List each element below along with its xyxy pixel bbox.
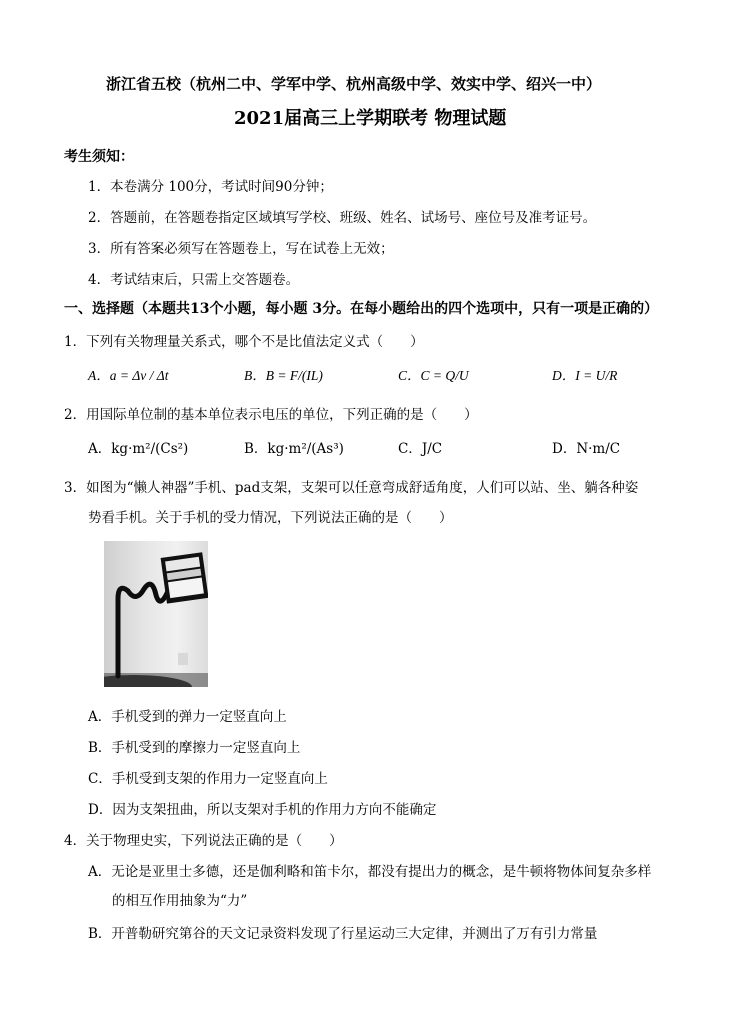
question-3-option-a: A．手机受到的弹力一定竖直向上: [88, 709, 287, 725]
question-1-option-a: A．a = Δv / Δt: [88, 368, 169, 383]
question-1-stem: 1．下列有关物理量关系式，哪个不是比值法定义式（ ）: [64, 334, 424, 350]
notice-item: 3．所有答案必须写在答题卷上，写在试卷上无效；: [88, 241, 394, 257]
notice-item: 2．答题前，在答题卷指定区域填写学校、班级、姓名、试场号、座位号及准考证号。: [88, 210, 597, 226]
notice-heading: 考生须知：: [64, 149, 134, 165]
notice-item: 4．考试结束后，只需上交答题卷。: [88, 272, 300, 288]
question-2-option-b: B．kg·m²/(As³): [244, 441, 344, 457]
section-heading: 一、选择题（本题共13个小题，每小题 3分。在每小题给出的四个选项中，只有一项是正确的）: [64, 301, 659, 317]
question-3-option-d: D．因为支架扭曲，所以支架对手机的作用力方向不能确定: [88, 802, 437, 818]
phone-holder-illustration: [104, 541, 208, 687]
question-4-stem: 4．关于物理史实，下列说法正确的是（ ）: [64, 833, 343, 849]
question-1-option-d: D．I = U/R: [552, 368, 618, 383]
question-4-option-b: B．开普勒研究第谷的天文记录资料发现了行星运动三大定律，并测出了万有引力常量: [88, 926, 598, 942]
question-3-stem-line2: 势看手机。关于手机的受力情况，下列说法正确的是（ ）: [88, 510, 453, 526]
phone-holder-photo: [104, 541, 208, 687]
question-2-stem: 2．用国际单位制的基本单位表示电压的单位，下列正确的是（ ）: [64, 407, 478, 423]
question-3-stem-line1: 3．如图为“懒人神器”手机、pad支架，支架可以任意弯成舒适角度，人们可以站、坐、躺各种姿: [64, 480, 639, 496]
question-4-option-a-line1: A．无论是亚里士多德，还是伽利略和笛卡尔，都没有提出力的概念，是牛顿将物体间复杂多样: [88, 864, 652, 880]
question-3-option-b: B．手机受到的摩擦力一定竖直向上: [88, 740, 301, 756]
question-2-option-c: C．J/C: [398, 441, 443, 457]
notice-item: 1．本卷满分 100分，考试时间90分钟；: [88, 179, 333, 195]
question-2-option-d: D．N·m/C: [552, 441, 621, 457]
question-2-option-a: A．kg·m²/(Cs²): [88, 441, 189, 457]
question-4-option-a-line2: 的相互作用抽象为“力”: [112, 893, 248, 909]
exam-title: 2021届高三上学期联考 物理试题: [234, 108, 507, 129]
question-3-option-c: C．手机受到支架的作用力一定竖直向上: [88, 771, 328, 787]
school-line: 浙江省五校（杭州二中、学军中学、杭州高级中学、效实中学、绍兴一中）: [106, 75, 602, 93]
question-1-option-b: B．B = F/(IL): [244, 368, 323, 383]
question-1-option-c: C．C = Q/U: [398, 368, 469, 383]
